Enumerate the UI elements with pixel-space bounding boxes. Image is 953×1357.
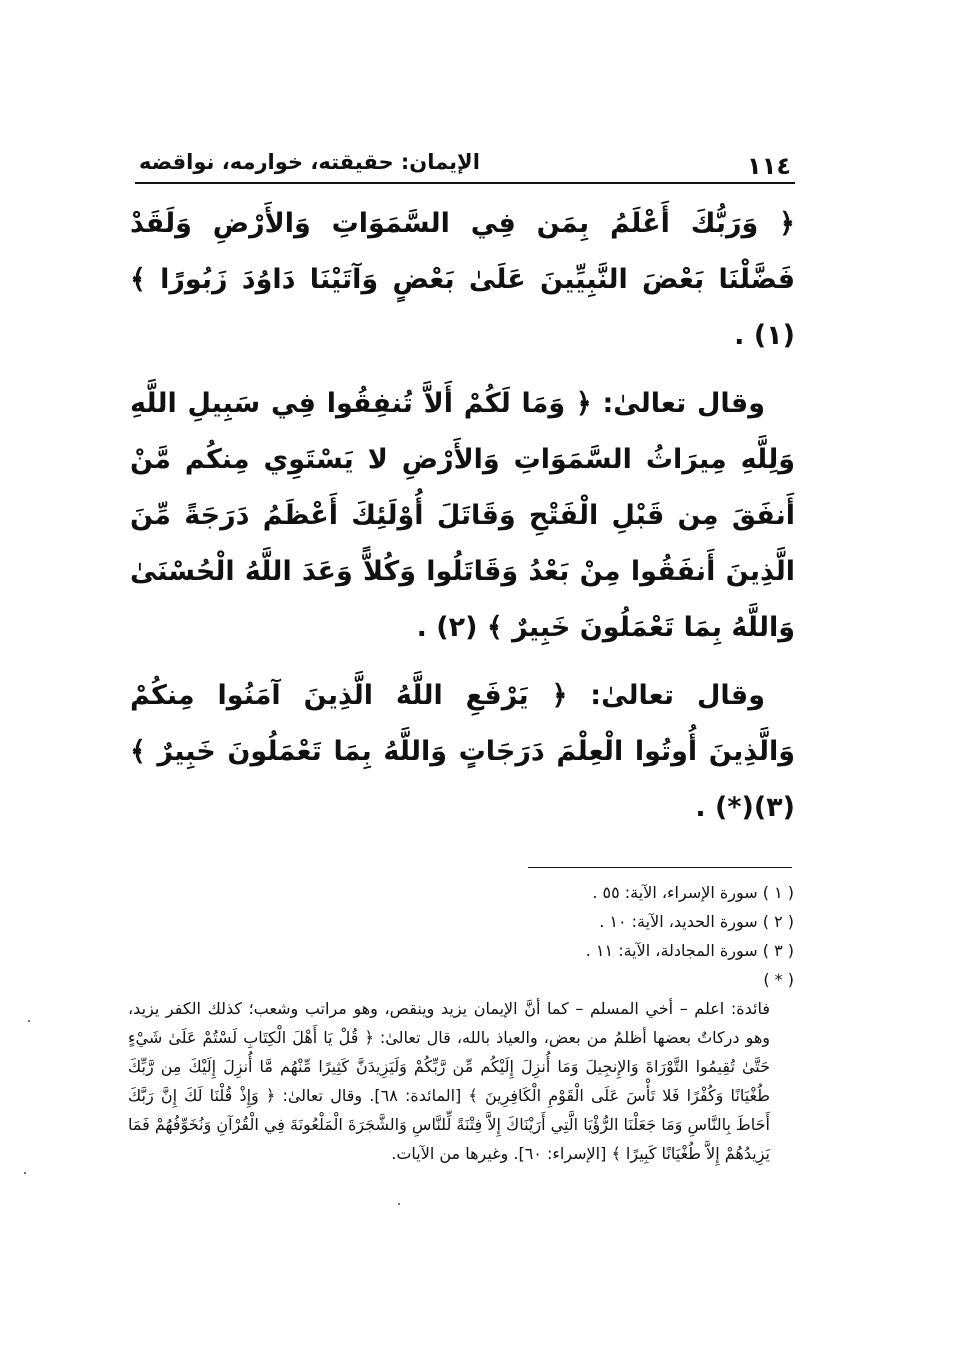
quran-verse-paragraph: وقال تعالىٰ: ﴿ يَرْفَعِ اللَّهُ الَّذِينَ آمَنُوا مِنكُمْ وَالَّذِينَ أُوتُوا الْعِلْمَ دَرَجَاتٍ وَاللَّهُ بِمَا تَعْمَلُونَ خَبِيرٌ ﴾ (٣)(*) . xyxy=(130,680,795,823)
page-number: ١١٤ xyxy=(747,152,791,180)
footnote-note xyxy=(128,965,800,1168)
book-title: الإيمان: حقيقته، خوارمه، نواقضه xyxy=(139,150,480,174)
footnotes xyxy=(128,878,800,1168)
footnote-separator xyxy=(528,867,792,868)
footnote-3: ( ٣ ) سورة المجادلة، الآية: ١١ . xyxy=(585,941,794,960)
quran-verse-paragraph: وقال تعالىٰ: ﴿ وَمَا لَكُمْ أَلاَّ تُنفِقُوا فِي سَبِيلِ اللَّهِ وَلِلَّهِ مِيرَاثُ السَّمَوَاتِ وَالأَرْضِ لا يَسْتَوِي مِنكُم مَّنْ أَنفَقَ مِن قَبْلِ الْفَتْحِ وَقَاتَلَ أُوْلَئِكَ أَعْظَمُ دَرَجَةً مِّنَ الَّذِينَ أَنفَقُوا مِنْ بَعْدُ وَقَاتَلُوا وَكُلاًّ وَعَدَ اللَّهُ الْحُسْنَىٰ وَاللَّهُ بِمَا تَعْمَلُونَ خَبِيرٌ ﴾ (٢) . xyxy=(130,388,795,643)
quran-verse-paragraph: ﴿ وَرَبُّكَ أَعْلَمُ بِمَن فِي السَّمَوَاتِ وَالأَرْضِ وَلَقَدْ فَضَّلْنَا بَعْضَ النَّبِيِّينَ عَلَىٰ بَعْضٍ وَآتَيْنَا دَاوُدَ زَبُورًا ﴾ (١) . xyxy=(130,208,795,351)
footnote-1: ( ١ ) سورة الإسراء، الآية: ٥٥ . xyxy=(592,883,794,902)
scan-speck xyxy=(24,1172,26,1174)
scan-speck xyxy=(398,1203,400,1205)
footnote-2: ( ٢ ) سورة الحديد، الآية: ١٠ . xyxy=(599,912,794,931)
footnote-note-text: فائدة: اعلم – أخي المسلم – كما أنَّ الإيمان يزيد وينقص، وهو مراتب وشعب؛ كذلك الكفر يزيد، وهو دركاتٌ بعضها أظلمُ من بعض، والعياذ بالله، قال تعالىٰ: ﴿ قُلْ يَا أَهْلَ الْكِتَابِ لَسْتُمْ عَلَىٰ شَيْءٍ حَتَّىٰ تُقِيمُوا التَّوْرَاةَ وَالإِنجِيلَ وَمَا أُنزِلَ إِلَيْكُم مِّن رَّبِّكُمْ وَلَيَزِيدَنَّ كَثِيرًا مِّنْهُم مَّا أُنزِلَ إِلَيْكَ مِن رَّبِّكَ طُغْيَانًا وَكُفْرًا فَلا تَأْسَ عَلَى الْقَوْمِ الْكَافِرِينَ ﴾ [المائدة: ٦٨]. وقال تعالىٰ: ﴿ وَإِذْ قُلْنَا لَكَ إِنَّ رَبَّكَ أَحَاطَ بِالنَّاسِ وَمَا جَعَلْنَا الرُّؤْيَا الَّتِي أَرَيْنَاكَ إِلاَّ فِتْنَةً لِّلنَّاسِ وَالشَّجَرَةَ الْمَلْعُونَةَ فِي الْقُرْآنِ وَنُخَوِّفُهُمْ فَمَا يَزِيدُهُمْ إِلاَّ طُغْيَانًا كَبِيرًا ﴾ [الإسراء: ٦٠]. وغيرها من الآيات. xyxy=(128,999,771,1163)
footnote-note-marker: ( * ) xyxy=(763,970,794,989)
running-header xyxy=(135,146,795,184)
main-text xyxy=(130,196,795,848)
scan-speck xyxy=(28,1020,30,1022)
